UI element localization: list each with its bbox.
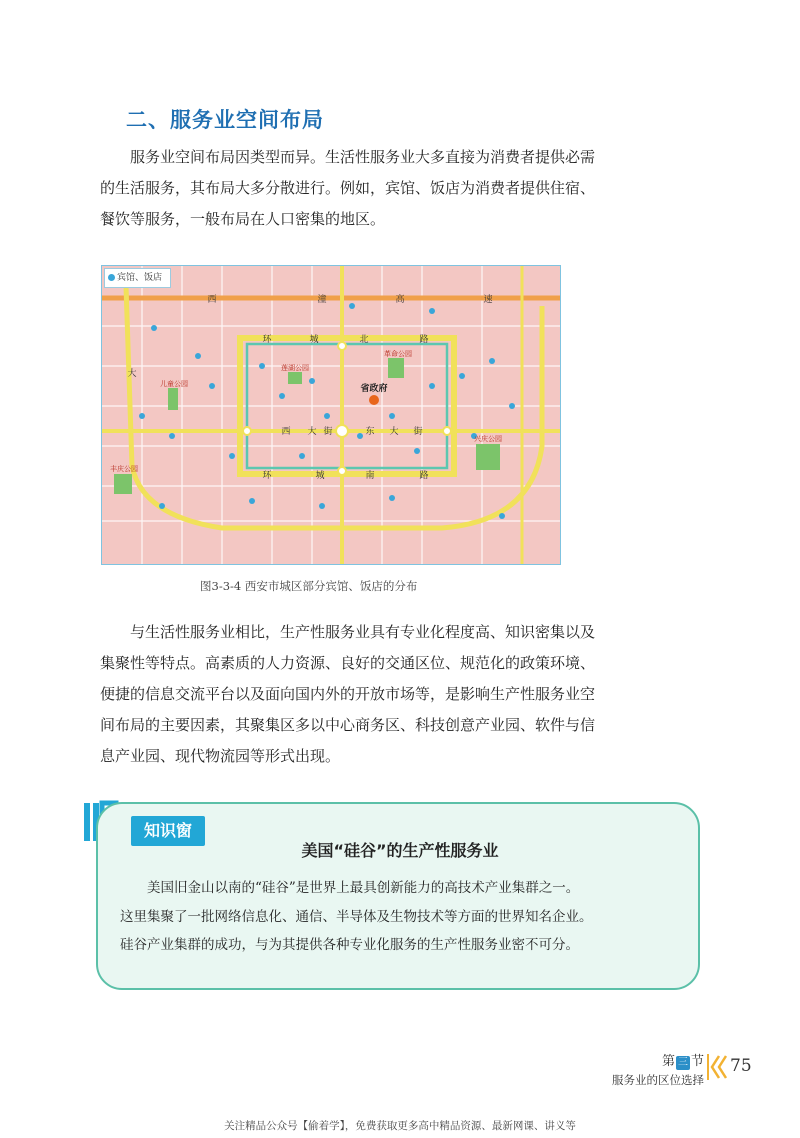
knowledge-heading: 美国“硅谷”的生产性服务业 <box>301 841 499 860</box>
svg-text:西: 西 <box>207 295 217 305</box>
svg-text:西: 西 <box>281 427 291 437</box>
knowledge-line: 这里集聚了一批网络信息化、通信、半导体及生物技术等方面的世界知名企业。 <box>120 908 593 925</box>
svg-text:高: 高 <box>395 295 405 305</box>
paragraph-text: 与生活性服务业相比，生产性服务业具有专业化程度高、知识密集以及集聚性等特点。高素质的人力资源、良好的交通区位、规范化的政策环境、便捷的信息交流平台以及面向国内外的开放市场等，是影响生产性服务业空间布局的主要因素，其聚集区多以中心商务区、科技创意产业园、软件与信息产业园、现代物流园等形式出现。 <box>100 623 596 765</box>
section-footer <box>612 1050 704 1088</box>
knowledge-window-label: 知识窗 <box>131 816 205 846</box>
page-number: 75 <box>730 1056 752 1076</box>
svg-text:路: 路 <box>419 471 429 481</box>
svg-text:南: 南 <box>365 471 375 481</box>
paragraph-text: 服务业空间布局因类型而异。生活性服务业大多直接为消费者提供必需的生活服务，其布局大多分散进行。例如，宾馆、饭店为消费者提供住宿、餐饮等服务，一般布局在人口密集的地区。 <box>100 148 596 228</box>
svg-text:城: 城 <box>309 335 319 345</box>
paragraph-producer-services <box>100 617 606 772</box>
svg-text:大: 大 <box>307 427 317 437</box>
map-legend <box>104 268 171 288</box>
svg-text:环: 环 <box>262 335 272 345</box>
section-prefix: 第 <box>661 1054 675 1069</box>
svg-text:莲湖公园: 莲湖公园 <box>281 364 309 372</box>
provincial-government-label: 省政府 <box>360 384 388 394</box>
svg-text:北: 北 <box>359 335 369 345</box>
xian-hotel-map <box>101 265 561 565</box>
section-suffix: 节 <box>690 1054 704 1069</box>
figure-caption: 图3-3-4 西安市城区部分宾馆、饭店的分布 <box>200 579 418 593</box>
map-graphic <box>102 266 560 564</box>
svg-text:潼: 潼 <box>317 295 327 305</box>
svg-text:城: 城 <box>315 471 325 481</box>
hotel-dot-icon <box>108 274 115 281</box>
svg-text:兴庆公园: 兴庆公园 <box>474 435 502 443</box>
chevron-left-icon <box>707 1052 729 1082</box>
knowledge-line: 硅谷产业集群的成功，与为其提供各种专业化服务的生产性服务业密不可分。 <box>120 937 579 953</box>
svg-text:街: 街 <box>413 427 423 437</box>
knowledge-body <box>120 874 680 960</box>
svg-text:革命公园: 革命公园 <box>384 350 412 358</box>
svg-text:儿童公园: 儿童公园 <box>160 380 188 388</box>
section-number-badge: 三 <box>677 1057 688 1068</box>
legend-label: 宾馆、饭店 <box>117 273 163 283</box>
svg-text:速: 速 <box>483 295 493 305</box>
svg-text:路: 路 <box>419 335 429 345</box>
paragraph-lifestyle-services <box>100 142 606 235</box>
svg-text:大: 大 <box>127 369 137 379</box>
svg-text:街: 街 <box>323 427 333 437</box>
section-number <box>612 1050 704 1070</box>
section-name: 服务业的区位选择 <box>612 1073 704 1087</box>
svg-text:大: 大 <box>389 427 399 437</box>
watermark: 关注精品公众号【偷着学】，免费获取更多高中精品资源、最新网课、讲义等 <box>224 1120 576 1132</box>
svg-text:环: 环 <box>262 471 272 481</box>
svg-text:东: 东 <box>365 427 375 437</box>
section-title: 二、服务业空间布局 <box>126 108 324 132</box>
knowledge-line: 美国旧金山以南的“硅谷”是世界上最具创新能力的高技术产业集群之一。 <box>147 880 580 896</box>
svg-text:丰庆公园: 丰庆公园 <box>110 465 138 473</box>
